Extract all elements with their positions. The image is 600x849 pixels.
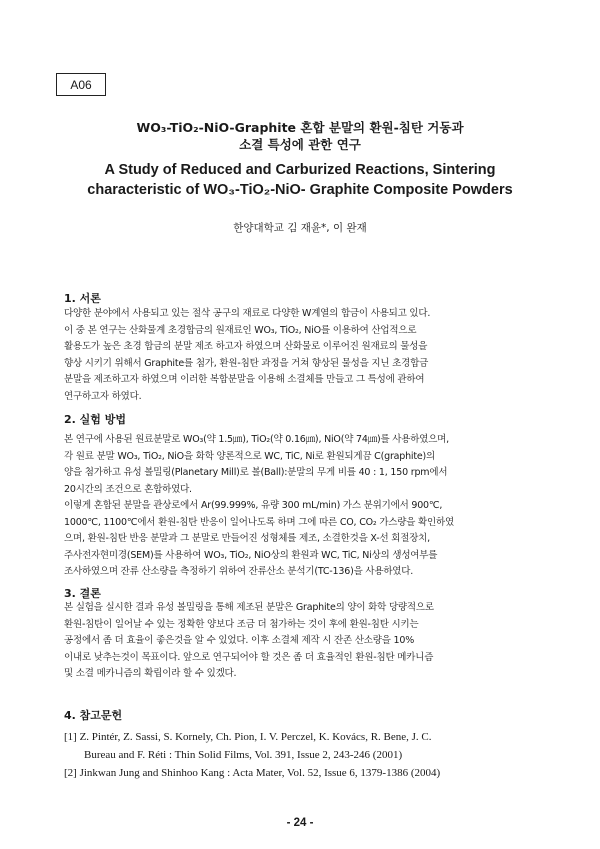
text-line: 조사하였으며 잔류 산소량을 측정하기 위하여 잔류산소 분석기(TC-136)을 사용하였다.: [64, 566, 414, 577]
reference-list: [64, 728, 564, 782]
methods-paragraph: [64, 432, 554, 581]
introduction-paragraph: [64, 306, 554, 405]
text-line: 이내로 낮추는것이 목표이다. 앞으로 연구되어야 할 것은 좀 더 효율적인 환원-침탄 메카니즘: [64, 651, 434, 663]
section-heading-conclusion: 3. 결론: [64, 587, 101, 600]
text-line: 분말을 제조하고자 하였으며 이러한 복합분말을 이용해 소결체를 만들고 그 특성에 관하여: [64, 374, 425, 385]
section-heading-methods: 2. 실험 방법: [64, 413, 126, 426]
text-line: 이렇게 혼합된 분말을 관상로에서 Ar(99.999%, 유량 300 mL/min) 가스 분위기에서 900℃,: [64, 500, 443, 511]
text-line: 20시간의 조건으로 혼합하였다.: [64, 483, 192, 495]
reference-line: Bureau and F. Réti : Thin Solid Films, Vol. 391, Issue 2, 243-246 (2001): [84, 749, 403, 761]
text-line: 환원-침탄이 일어날 수 있는 정확한 양보다 조금 더 첨가하는 것이 후에 환원-침탄 시키는: [64, 618, 419, 630]
korean-title-line-1: WO₃-TiO₂-NiO-Graphite 혼합 분말의 환원-침탄 거동과: [136, 120, 464, 135]
reference-item: [64, 728, 564, 764]
text-line: 및 소결 메카니즘의 확립이라 할 수 있겠다.: [64, 668, 237, 679]
abstract-code-box: A06: [56, 73, 106, 96]
text-line: 본 실험을 실시한 결과 유성 볼밀링을 통해 제조된 분말은 Graphite의 양이 화학 당량적으로: [64, 602, 434, 613]
text-line: 공정에서 좀 더 효율이 좋은것을 알 수 있었다. 이후 소결체 제작 시 잔존 산소량을 10%: [64, 635, 415, 646]
text-line: 다양한 분야에서 사용되고 있는 절삭 공구의 재료로 다양한 W계열의 합금이 사용되고 있다.: [64, 308, 431, 319]
text-line: 각 원료 분말 WO₃, TiO₂, NiO을 화학 양론적으로 WC, TiC, Ni로 환원되게끔 C(graphite)의: [64, 450, 436, 462]
text-line: 향상 시키기 위해서 Graphite를 첨가, 환원-침탄 과정을 거쳐 향상된 물성을 지닌 초경합금: [64, 357, 429, 369]
section-heading-references: 4. 참고문헌: [64, 709, 123, 722]
section-heading-introduction: 1. 서론: [64, 292, 101, 305]
reference-line: [1] Z. Pintér, Z. Sassi, S. Kornely, Ch. Pion, I. V. Perczel, K. Kovács, R. Bene, J. C.: [64, 731, 432, 743]
text-line: 양을 첨가하고 유성 볼밀링(Planetary Mill)로 볼(Ball):분말의 무게 비를 40 : 1, 150 rpm에서: [64, 467, 448, 478]
conclusion-paragraph: [64, 600, 554, 683]
korean-title-line-2: 소결 특성에 관한 연구: [239, 137, 361, 152]
reference-item: [64, 764, 564, 782]
page-number: - 24 -: [286, 817, 314, 829]
english-title-line-1: A Study of Reduced and Carburized Reactions, Sintering: [104, 162, 496, 178]
text-line: 연구하고자 하였다.: [64, 390, 142, 402]
english-title-line-2: characteristic of WO₃-TiO₂-NiO- Graphite Composite Powders: [87, 182, 513, 198]
text-line: 으며, 환원-침탄 반응 분말과 그 분말로 만들어진 성형체를 제조, 소결한것을 X-선 회절장치,: [64, 533, 430, 544]
text-line: 1000℃, 1100℃에서 환원-침탄 반응이 일어나도록 하며 그에 따른 CO, CO₂ 가스량을 확인하였: [64, 516, 454, 528]
author-affiliation: 한양대학교 김 재윤*, 이 완재: [233, 222, 367, 234]
text-line: 본 연구에 사용된 원료분말로 WO₃(약 1.5㎛), TiO₂(약 0.16㎛), NiO(약 74㎛)를 사용하였으며,: [64, 434, 449, 445]
text-line: 활용도가 높은 초경 합금의 분말 제조 하고자 하였으며 산화물로 이루어진 원재료의 물성을: [64, 341, 428, 352]
reference-line: [2] Jinkwan Jung and Shinhoo Kang : Acta Mater, Vol. 52, Issue 6, 1379-1386 (2004): [64, 767, 441, 779]
text-line: 주사전자현미경(SEM)를 사용하여 WO₃, TiO₂, NiO상의 환원과 WC, TiC, Ni상의 생성여부를: [64, 549, 438, 561]
text-line: 이 중 본 연구는 산화물계 초경합금의 원재료인 WO₃, TiO₂, NiO를 이용하여 산업적으로: [64, 324, 417, 336]
